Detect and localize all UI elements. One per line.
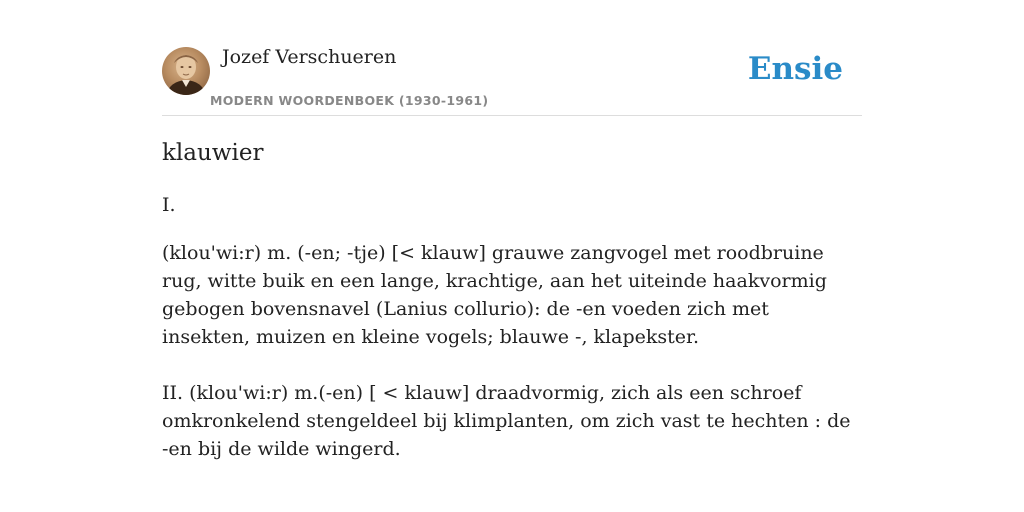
- section-1-label: I.: [162, 194, 176, 216]
- page: [162, 0, 862, 512]
- author-portrait-icon: [162, 47, 210, 95]
- definition-section-2: II. (klou'wi:r) m.(-en) [ < klauw] draadvormig, zich als een schroef omkronkelend stengeldeel bij klimplanten, om zich vast te hechten : de -en bij de wilde wingerd.: [162, 382, 851, 460]
- definition-section-1: (klou'wi:r) m. (-en; -tje) [< klauw] grauwe zangvogel met roodbruine rug, witte buik en een lange, krachtige, aan het uiteinde haakvormig gebogen bovensnavel (Lanius collurio): de -en voeden zich met insekten, muizen en kleine vogels; blauwe -, klapekster.: [162, 242, 827, 348]
- author-name[interactable]: Jozef Verschueren: [222, 46, 397, 68]
- entry-header: [162, 0, 862, 116]
- author-avatar[interactable]: [162, 47, 210, 95]
- brand-logo[interactable]: Ensie: [747, 51, 843, 87]
- entry-headword: klauwier: [162, 140, 264, 166]
- source-title[interactable]: MODERN WOORDENBOEK (1930-1961): [210, 93, 489, 108]
